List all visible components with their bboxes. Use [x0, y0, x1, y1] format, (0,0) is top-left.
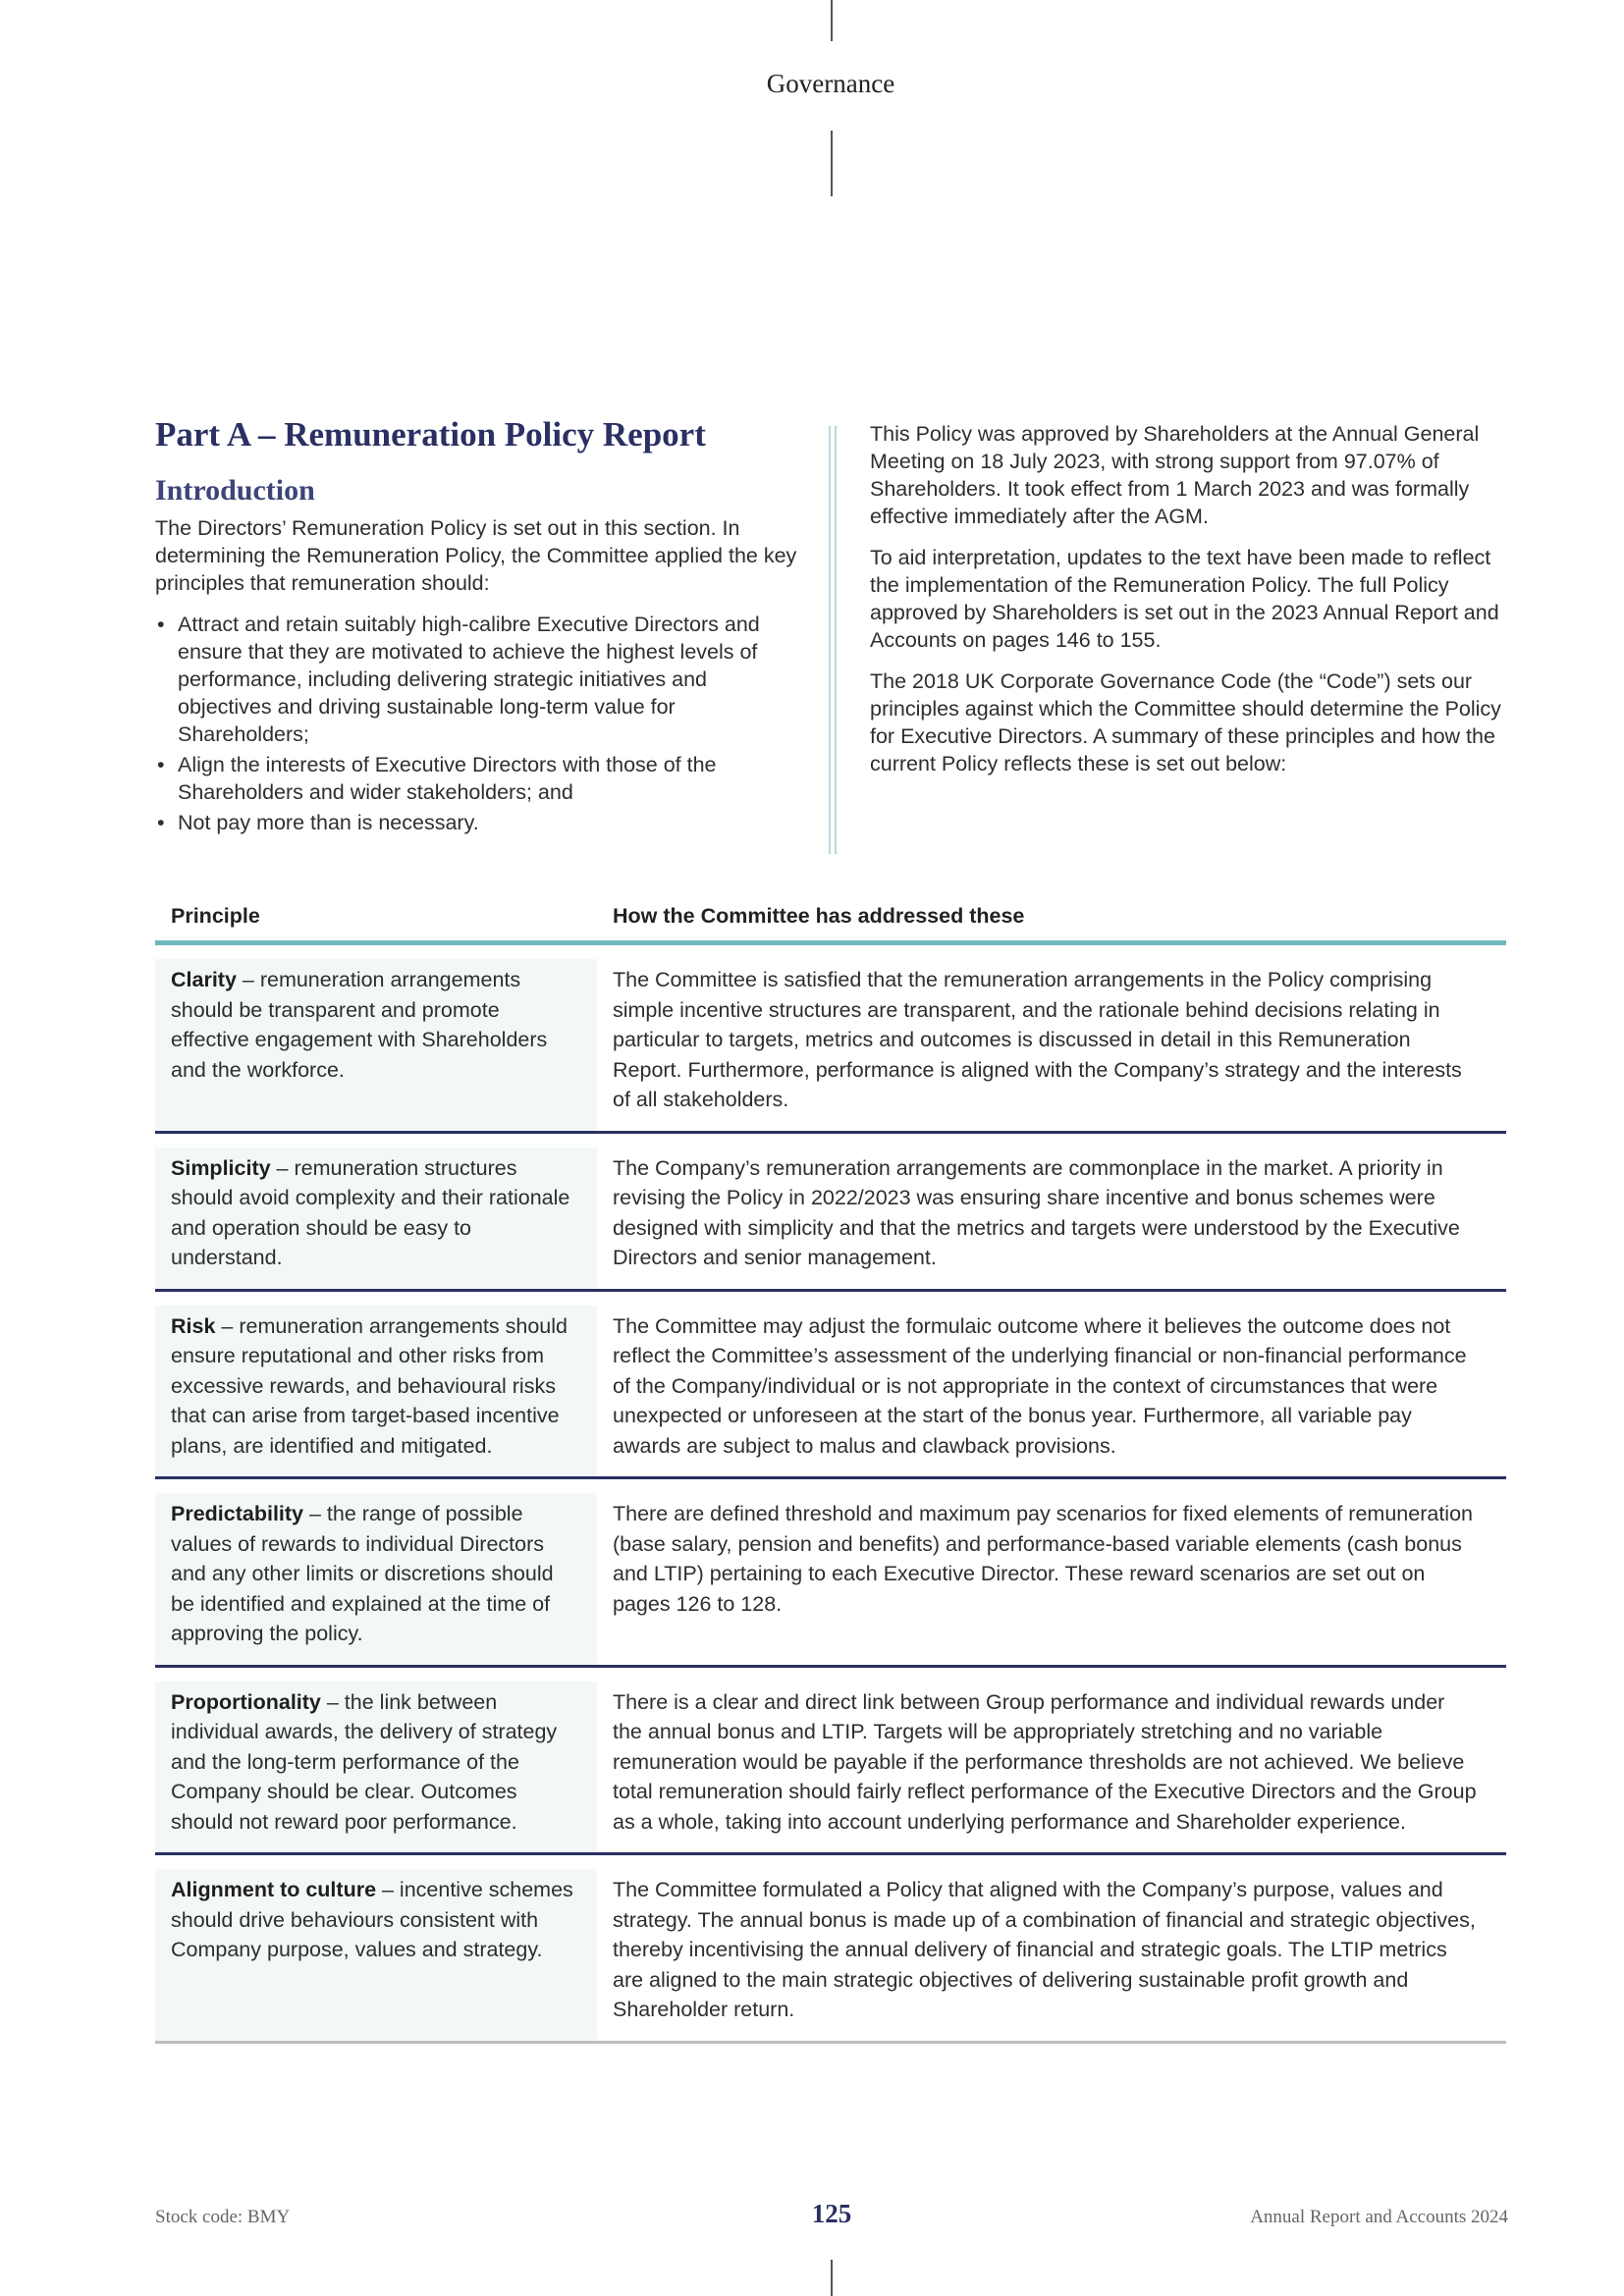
- interpretation-paragraph: To aid interpretation, updates to the text have been made to reflect the implementation of the Remuneration Policy. The full Policy approved by Shareholders is set out in the 2023 Annual Report and Accounts on pages 146 to 155.: [870, 546, 1499, 652]
- table-header: [155, 901, 1506, 945]
- principle-term: Clarity: [171, 968, 237, 991]
- stock-code: Stock code: BMY: [155, 2207, 291, 2227]
- code-paragraph: The 2018 UK Corporate Governance Code (the “Code”) sets our principles against which the Committee should determine the Policy for Executive Directors. A summary of these principles and how the current Policy reflects these is set out below:: [870, 669, 1501, 775]
- response-cell: The Company’s remuneration arrangements are commonplace in the market. A priority in revising the Policy in 2022/2023 was ensuring share incentive and bonus schemes were designed with simplicity and that the metrics and targets were understood by the Executive Directors and senior management.: [613, 1155, 1460, 1269]
- table-row: [155, 1134, 1506, 1292]
- list-item: • Attract and retain suitably high-calibre Executive Directors and ensure that they are motivated to achieve the highest levels of performance, including delivering strategic initiatives and objectives and driving sustainable long-term value for Shareholders;: [157, 613, 760, 746]
- top-rule: [831, 0, 833, 41]
- intro-heading: Introduction: [155, 474, 315, 507]
- list-item: • Align the interests of Executive Directors with those of the Shareholders and wider stakeholders; and: [157, 753, 717, 804]
- principles-table: [155, 901, 1506, 2044]
- principle-cell: [155, 1306, 597, 1477]
- page-number: 125: [811, 2199, 852, 2228]
- principle-cell: [155, 1148, 597, 1289]
- table-row: [155, 1668, 1506, 1856]
- principle-definition: – incentive schemes should drive behaviours consistent with Company purpose, values and strategy.: [171, 1878, 573, 1961]
- table-row: [155, 1292, 1506, 1480]
- intro-right-column: [870, 420, 1508, 791]
- column-divider: [829, 426, 837, 854]
- principle-definition: – remuneration arrangements should be transparent and promote effective engagement with Shareholders and the workforce.: [171, 968, 548, 1082]
- principle-cell: [155, 1493, 597, 1665]
- table-row: [155, 1855, 1506, 2044]
- response-cell: There are defined threshold and maximum pay scenarios for fixed elements of remuneration (base salary, pension and benefits) and performance-based variable elements (cash bonus and LTIP) pertaining to each Executive Director. These reward scenarios are set out on pages 126 to 128.: [613, 1502, 1473, 1616]
- column-header-principle: Principle: [171, 904, 260, 928]
- bullet-icon: •: [157, 811, 165, 834]
- principle-definition: – remuneration arrangements should ensure reputational and other risks from excessive rewards, and behavioural risks that can arise from target-based incentive plans, are identified and mitigated.: [171, 1313, 568, 1458]
- principle-term: Alignment to culture: [171, 1878, 377, 1901]
- principle-term: Simplicity: [171, 1155, 271, 1180]
- bottom-rule: [831, 2260, 833, 2296]
- page-title: Part A – Remuneration Policy Report: [155, 415, 706, 454]
- principle-definition: – the link between individual awards, the delivery of strategy and the long-term performance of the Company should be clear. Outcomes should not reward poor performance.: [171, 1689, 558, 1834]
- principle-term: Risk: [171, 1313, 216, 1338]
- principle-term: Predictability: [171, 1502, 304, 1525]
- section-rule: [831, 131, 833, 196]
- principle-term: Proportionality: [171, 1689, 321, 1714]
- intro-paragraph: The Directors’ Remuneration Policy is set out in this section. In determining the Remuneration Policy, the Committee applied the key principles that remuneration should:: [155, 516, 797, 595]
- table-row: [155, 945, 1506, 1134]
- report-name: Annual Report and Accounts 2024: [1250, 2207, 1508, 2227]
- response-cell: There is a clear and direct link between Group performance and individual rewards under the annual bonus and LTIP. Targets will be appropriately stretching and no variable remuneration would be payable if the performance thresholds are not achieved. We believe total remuneration should fairly reflect performance of the Executive Directors and the Group as a whole, taking into account underlying performance and Shareholder experience.: [613, 1689, 1477, 1834]
- principle-cell: [155, 1869, 597, 2041]
- response-cell: The Committee is satisfied that the remuneration arrangements in the Policy comprising simple incentive structures are transparent, and the rationale behind decisions relating in particular to targets, metrics and outcomes is discussed in detail in this Remuneration Report. Furthermore, performance is aligned with the Company’s strategy and the interests of all stakeholders.: [613, 968, 1462, 1111]
- column-header-response: How the Committee has addressed these: [613, 904, 1025, 928]
- table-row: [155, 1479, 1506, 1668]
- principles-list: [155, 611, 798, 836]
- bullet-icon: •: [157, 613, 165, 636]
- list-item: • Not pay more than is necessary.: [157, 811, 479, 834]
- bullet-icon: •: [157, 753, 165, 776]
- principle-cell: [155, 1682, 597, 1853]
- response-cell: The Committee formulated a Policy that aligned with the Company’s purpose, values and strategy. The annual bonus is made up of a combination of financial and strategic objectives, thereby incentivising the annual delivery of financial and strategic goals. The LTIP metrics are aligned to the main strategic objectives of delivering sustainable profit growth and Shareholder return.: [613, 1878, 1476, 2021]
- principle-definition: – remuneration structures should avoid complexity and their rationale and operation should be easy to understand.: [171, 1155, 570, 1269]
- principle-definition: – the range of possible values of rewards to individual Directors and any other limits or discretions should be identified and explained at the time of approving the policy.: [171, 1502, 554, 1645]
- response-cell: The Committee may adjust the formulaic outcome where it believes the outcome does not reflect the Committee’s assessment of the underlying financial or non-financial performance of the Company/individual or is not appropriate in the context of circumstances that were unexpected or unforeseen at the start of the bonus year. Furthermore, all variable pay awards are subject to malus and clawback provisions.: [613, 1313, 1467, 1458]
- intro-left-column: [155, 414, 798, 839]
- section-label: Governance: [766, 69, 895, 98]
- principle-cell: [155, 959, 597, 1131]
- policy-approval-paragraph: This Policy was approved by Shareholders at the Annual General Meeting on 18 July 2023, with strong support from 97.07% of Shareholders. It took effect from 1 March 2023 and was formally effective immediately after the AGM.: [870, 422, 1480, 528]
